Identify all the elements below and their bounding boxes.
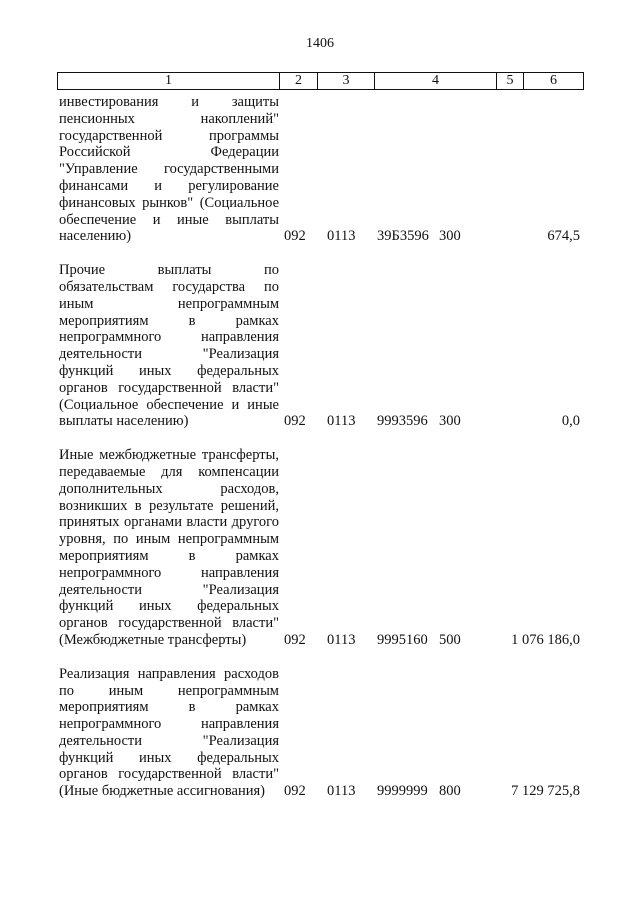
row-ministry: 092 [284,783,306,800]
header-col-2: 2 [280,73,318,89]
row-description: Прочие выплаты по обязательствам государства по иным непрограммным мероприятиям в рамках непрограммного направления деятельности "Реализация функций иных федеральных органов государственной власти" (Социальное обеспечение и иные выплаты населению) [59,262,279,430]
row-amount: 7 129 725,8 [511,783,580,800]
row-target: 9993596 [377,413,428,430]
row-amount: 0,0 [561,413,580,430]
header-col-5: 5 [497,73,524,89]
table-header-row [57,72,584,90]
row-section: 0113 [327,228,356,245]
row-description: Реализация направления расходов по иным непрограммным мероприятиям в рамках непрограммного направления деятельности "Реализация функций иных федеральных органов государственной власти" (Иные бюджетные ассигнования) [59,665,279,800]
row-ministry: 092 [284,228,306,245]
header-col-4: 4 [375,73,497,89]
row-amount: 1 076 186,0 [511,631,580,648]
row-target: 39Б3596 [377,228,429,245]
row-amount: 674,5 [547,228,580,245]
table-row [57,666,584,800]
row-expense-type: 300 [439,413,461,430]
page-number: 1406 [306,36,334,51]
table-row [57,94,584,245]
row-section: 0113 [327,631,356,648]
row-expense-type: 800 [439,783,461,800]
row-ministry: 092 [284,413,306,430]
header-col-1: 1 [58,73,280,89]
table-row [57,262,584,430]
row-expense-type: 500 [439,631,461,648]
row-section: 0113 [327,413,356,430]
row-expense-type: 300 [439,228,461,245]
header-col-3: 3 [318,73,375,89]
header-col-6: 6 [550,73,557,88]
table-row [57,447,584,649]
budget-table [57,72,584,800]
row-target: 9999999 [377,783,428,800]
row-section: 0113 [327,783,356,800]
row-ministry: 092 [284,631,306,648]
row-description: инвестирования и защиты пенсионных накоплений" государственной программы Российской Федерации "Управление государственными финансами и регулирование финансовых рынков" (Социальное обеспечение и иные выплаты населению) [59,94,279,245]
row-target: 9995160 [377,631,428,648]
row-description: Иные межбюджетные трансферты, передаваемые для компенсации дополнительных расходов, возникших в результате решений, принятых органами власти другого уровня, по иным непрограммным мероприятиям в рамках непрограммного направления деятельности "Реализация функций иных федеральных органов государственной власти" (Межбюджетные трансферты) [59,447,279,648]
